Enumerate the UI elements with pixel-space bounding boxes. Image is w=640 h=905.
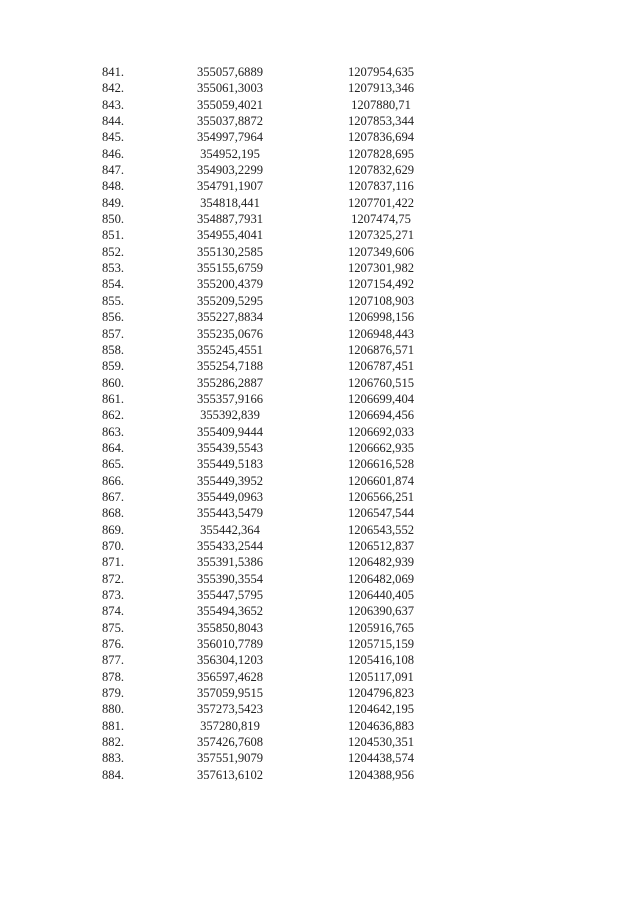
y-coordinate: 1204796,823 (347, 686, 415, 701)
y-coordinate: 1206440,405 (347, 588, 415, 602)
point-number: 860. (102, 375, 125, 390)
point-number: 875. (102, 620, 125, 635)
x-coordinate: 355850,8043 (196, 620, 264, 635)
y-coordinate: 1206787,451 (347, 359, 415, 374)
x-coordinate: 355391,5386 (196, 555, 264, 570)
table-row (0, 358, 640, 374)
y-coordinate: 1207474,75 (351, 212, 411, 227)
point-number: 848. (102, 179, 125, 194)
table-row (0, 276, 640, 292)
x-coordinate: 355037,8872 (196, 114, 264, 129)
y-coordinate: 1206547,544 (347, 506, 415, 521)
point-number: 856. (102, 310, 125, 325)
table-row (0, 620, 640, 636)
point-number: 865. (102, 457, 125, 472)
x-coordinate: 355200,4379 (196, 277, 264, 292)
point-number: 859. (102, 359, 125, 374)
y-coordinate: 1207325,271 (347, 228, 415, 243)
table-row (0, 489, 640, 505)
x-coordinate: 357273,5423 (196, 702, 264, 717)
table-row (0, 767, 640, 783)
x-coordinate: 355449,3952 (196, 473, 264, 488)
table-row (0, 554, 640, 570)
table-row (0, 293, 640, 309)
x-coordinate: 355357,9166 (196, 391, 264, 406)
point-number: 880. (102, 702, 125, 717)
coordinate-table (0, 64, 640, 783)
table-row (0, 669, 640, 685)
x-coordinate: 354887,7931 (196, 212, 264, 227)
point-number: 851. (102, 228, 125, 243)
y-coordinate: 1206566,251 (347, 489, 415, 504)
table-row (0, 603, 640, 619)
x-coordinate: 355130,2585 (196, 244, 264, 259)
point-number: 867. (102, 489, 125, 504)
x-coordinate: 355442,364 (200, 522, 260, 537)
table-row (0, 326, 640, 342)
y-coordinate: 1206482,939 (347, 555, 415, 570)
point-number: 863. (102, 424, 125, 439)
x-coordinate: 355155,6759 (196, 261, 264, 276)
x-coordinate: 355439,5543 (196, 440, 264, 455)
y-coordinate: 1204636,883 (347, 718, 415, 733)
x-coordinate: 357059,9515 (196, 686, 264, 701)
y-coordinate: 1205916,765 (347, 620, 415, 635)
point-number: 871. (102, 555, 125, 570)
y-coordinate: 1207837,116 (348, 179, 414, 194)
point-number: 855. (102, 293, 125, 308)
x-coordinate: 355390,3554 (196, 571, 264, 586)
table-row (0, 652, 640, 668)
point-number: 862. (102, 408, 125, 423)
y-coordinate: 1207154,492 (347, 277, 415, 292)
y-coordinate: 1205117,091 (348, 669, 414, 684)
table-row (0, 375, 640, 391)
x-coordinate: 355443,5479 (196, 506, 264, 521)
point-number: 868. (102, 506, 125, 521)
y-coordinate: 1207853,344 (347, 114, 415, 129)
point-number: 850. (102, 212, 125, 227)
y-coordinate: 1206699,404 (347, 391, 415, 406)
point-number: 843. (102, 97, 125, 112)
y-coordinate: 1207880,71 (351, 97, 411, 112)
y-coordinate: 1206694,456 (347, 408, 415, 423)
point-number: 852. (102, 244, 125, 259)
y-coordinate: 1207954,635 (347, 65, 415, 79)
x-coordinate: 355449,5183 (196, 457, 264, 472)
y-coordinate: 1206390,637 (347, 604, 415, 619)
y-coordinate: 1206998,156 (347, 310, 415, 325)
y-coordinate: 1205715,159 (347, 637, 415, 652)
point-number: 864. (102, 440, 125, 455)
x-coordinate: 355447,5795 (196, 588, 264, 602)
y-coordinate: 1207301,982 (347, 261, 415, 276)
table-row (0, 146, 640, 162)
x-coordinate: 354791,1907 (196, 179, 264, 194)
y-coordinate: 1207836,694 (347, 130, 415, 145)
point-number: 881. (102, 718, 125, 733)
point-number: 861. (102, 391, 125, 406)
table-row (0, 473, 640, 489)
x-coordinate: 357613,6102 (196, 767, 264, 782)
x-coordinate: 355409,9444 (196, 424, 264, 439)
y-coordinate: 1204438,574 (347, 751, 415, 766)
x-coordinate: 355286,2887 (196, 375, 264, 390)
table-row (0, 505, 640, 521)
x-coordinate: 356597,4628 (196, 669, 264, 684)
point-number: 844. (102, 114, 125, 129)
point-number: 858. (102, 342, 125, 357)
point-number: 872. (102, 571, 125, 586)
point-number: 866. (102, 473, 125, 488)
x-coordinate: 354997,7964 (196, 130, 264, 145)
y-coordinate: 1206601,874 (347, 473, 415, 488)
table-row (0, 64, 640, 80)
table-row (0, 178, 640, 194)
table-row (0, 424, 640, 440)
table-row (0, 211, 640, 227)
point-number: 841. (102, 65, 125, 79)
x-coordinate: 355209,5295 (196, 293, 264, 308)
point-number: 853. (102, 261, 125, 276)
x-coordinate: 357551,9079 (196, 751, 264, 766)
x-coordinate: 355433,2544 (196, 538, 264, 553)
x-coordinate: 355449,0963 (196, 489, 264, 504)
point-number: 877. (102, 653, 125, 668)
y-coordinate: 1206876,571 (347, 342, 415, 357)
x-coordinate: 355061,3003 (196, 81, 264, 96)
x-coordinate: 354952,195 (200, 146, 260, 161)
point-number: 884. (102, 767, 125, 782)
x-coordinate: 357280,819 (200, 718, 260, 733)
table-row (0, 718, 640, 734)
x-coordinate: 355245,4551 (196, 342, 264, 357)
y-coordinate: 1204530,351 (347, 735, 415, 750)
y-coordinate: 1205416,108 (347, 653, 415, 668)
x-coordinate: 357426,7608 (196, 735, 264, 750)
point-number: 883. (102, 751, 125, 766)
table-row (0, 701, 640, 717)
table-row (0, 734, 640, 750)
table-row (0, 97, 640, 113)
x-coordinate: 355235,0676 (196, 326, 264, 341)
x-coordinate: 355057,6889 (196, 65, 264, 79)
point-number: 873. (102, 588, 125, 602)
y-coordinate: 1207701,422 (347, 195, 415, 210)
point-number: 882. (102, 735, 125, 750)
table-row (0, 260, 640, 276)
table-row (0, 162, 640, 178)
point-number: 845. (102, 130, 125, 145)
y-coordinate: 1207832,629 (347, 163, 415, 178)
point-number: 878. (102, 669, 125, 684)
point-number: 846. (102, 146, 125, 161)
table-row (0, 750, 640, 766)
x-coordinate: 355059,4021 (196, 97, 264, 112)
point-number: 879. (102, 686, 125, 701)
point-number: 854. (102, 277, 125, 292)
point-number: 842. (102, 81, 125, 96)
x-coordinate: 356010,7789 (196, 637, 264, 652)
table-row (0, 571, 640, 587)
y-coordinate: 1206482,069 (347, 571, 415, 586)
table-row (0, 195, 640, 211)
point-number: 857. (102, 326, 125, 341)
x-coordinate: 356304,1203 (196, 653, 264, 668)
x-coordinate: 355227,8834 (196, 310, 264, 325)
x-coordinate: 354818,441 (200, 195, 260, 210)
table-row (0, 407, 640, 423)
y-coordinate: 1207349,606 (347, 244, 415, 259)
y-coordinate: 1206948,443 (347, 326, 415, 341)
table-row (0, 113, 640, 129)
x-coordinate: 355254,7188 (196, 359, 264, 374)
y-coordinate: 1204388,956 (347, 767, 415, 782)
y-coordinate: 1207828,695 (347, 146, 415, 161)
point-number: 874. (102, 604, 125, 619)
y-coordinate: 1207108,903 (347, 293, 415, 308)
table-row (0, 522, 640, 538)
x-coordinate: 354903,2299 (196, 163, 264, 178)
y-coordinate: 1206662,935 (347, 440, 415, 455)
y-coordinate: 1206616,528 (347, 457, 415, 472)
table-row (0, 391, 640, 407)
y-coordinate: 1206760,515 (347, 375, 415, 390)
point-number: 849. (102, 195, 125, 210)
table-row (0, 309, 640, 325)
table-row (0, 538, 640, 554)
table-row (0, 227, 640, 243)
table-row (0, 342, 640, 358)
y-coordinate: 1204642,195 (347, 702, 415, 717)
point-number: 869. (102, 522, 125, 537)
y-coordinate: 1206512,837 (347, 538, 415, 553)
table-row (0, 129, 640, 145)
y-coordinate: 1206692,033 (347, 424, 415, 439)
table-row (0, 244, 640, 260)
table-row (0, 685, 640, 701)
point-number: 876. (102, 637, 125, 652)
table-row (0, 587, 640, 603)
table-row (0, 456, 640, 472)
y-coordinate: 1207913,346 (347, 81, 415, 96)
point-number: 847. (102, 163, 125, 178)
y-coordinate: 1206543,552 (347, 522, 415, 537)
table-row (0, 80, 640, 96)
point-number: 870. (102, 538, 125, 553)
x-coordinate: 355392,839 (200, 408, 260, 423)
table-row (0, 440, 640, 456)
x-coordinate: 354955,4041 (196, 228, 264, 243)
x-coordinate: 355494,3652 (196, 604, 264, 619)
table-row (0, 636, 640, 652)
